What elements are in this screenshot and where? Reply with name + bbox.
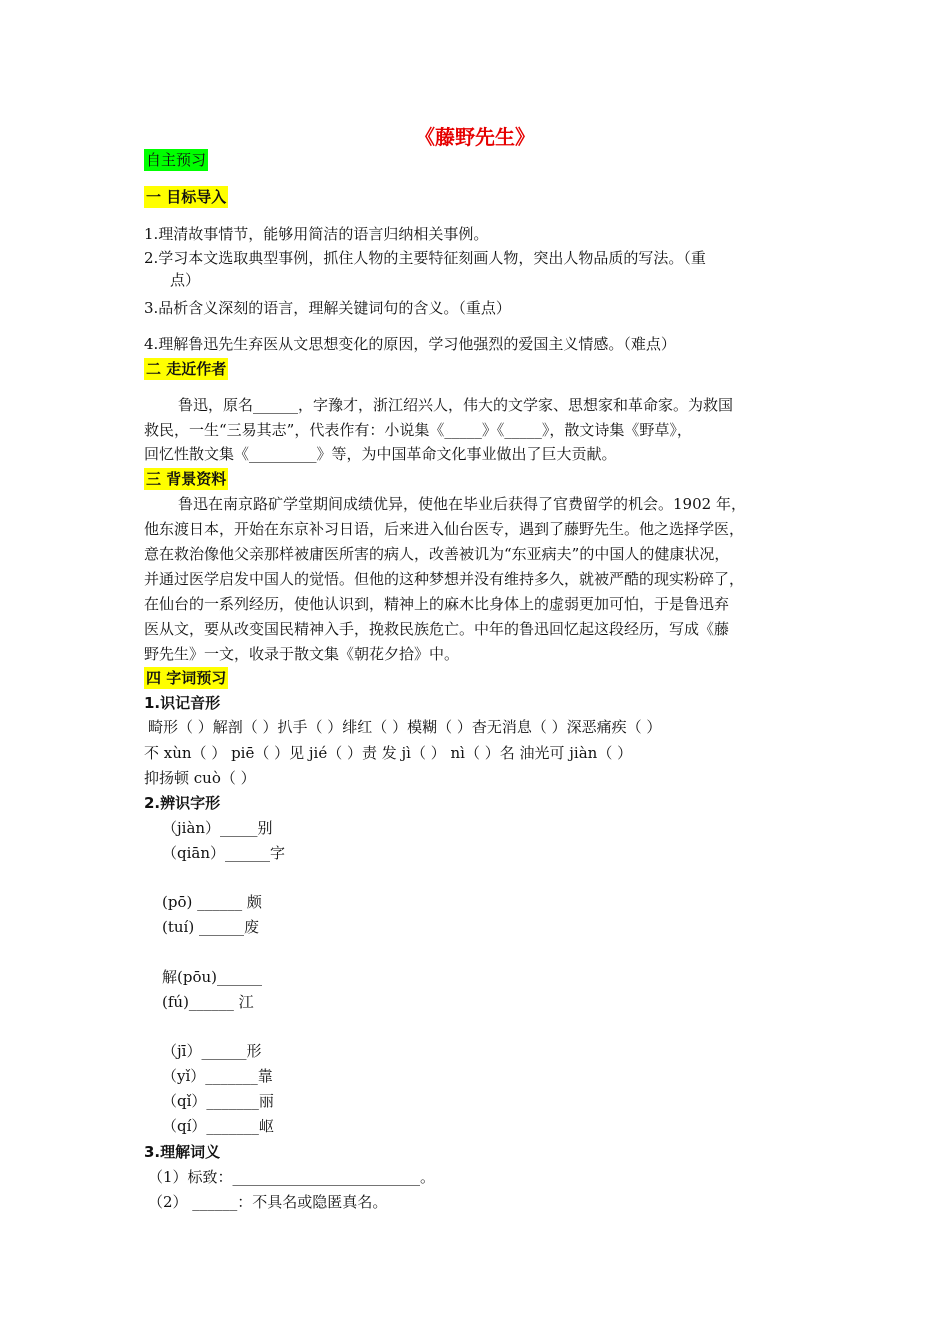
subheading-shape: 2.辨识字形 bbox=[144, 794, 221, 812]
background-line-2: 他东渡日本，开始在东京补习日语，后来进入仙台医专，遇到了藤野先生。他之选择学医， bbox=[144, 520, 745, 538]
background-line-3: 意在救治像他父亲那样被庸医所害的病人，改善被讥为“东亚病夫”的中国人的健康状况， bbox=[144, 545, 730, 563]
pron-line-3: 抑扬顿 cuò（ ） bbox=[144, 769, 256, 787]
subheading-meaning: 3.理解词义 bbox=[144, 1143, 221, 1161]
shape-8: （yǐ）_______靠 bbox=[162, 1067, 273, 1085]
self-study-tag: 自主预习 bbox=[146, 151, 207, 169]
goal-3: 3.品析含义深刻的语言，理解关键词句的含义。（重点） bbox=[144, 299, 511, 317]
shape-4: (tuí) ______废 bbox=[162, 918, 259, 936]
author-line-2: 救民，一生“三易其志”，代表作有：小说集《_____》《_____》，散文诗集《野草》， bbox=[144, 421, 692, 439]
background-line-4: 并通过医学启发中国人的觉悟。但他的这种梦想并没有维持多久，就被严酷的现实粉碎了， bbox=[144, 570, 745, 588]
meaning-1: （1）标致：_________________________。 bbox=[148, 1168, 436, 1186]
goal-2: 2.学习本文选取典型事例，抓住人物的主要特征刻画人物，突出人物品质的写法。（重 bbox=[144, 249, 706, 267]
meaning-2: （2） ______：不具名或隐匿真名。 bbox=[148, 1193, 388, 1211]
page-title: 《藤野先生》 bbox=[415, 125, 535, 149]
shape-1: （jiàn）_____别 bbox=[162, 819, 273, 837]
shape-9: （qǐ）_______丽 bbox=[162, 1092, 274, 1110]
shape-6: (fú)______ 江 bbox=[162, 993, 254, 1011]
background-line-7: 野先生》一文，收录于散文集《朝花夕拾》中。 bbox=[144, 645, 460, 663]
shape-2: （qiān）______字 bbox=[162, 844, 286, 862]
goal-1: 1.理清故事情节，能够用简洁的语言归纳相关事例。 bbox=[144, 225, 489, 243]
pron-line-1: 畸形（ ）解剖（ ）扒手（ ）绯红（ ）模糊（ ）杳无消息（ ）深恶痛疾（ ） bbox=[148, 718, 662, 736]
section-tag bbox=[144, 153, 208, 168]
author-line-3: 回忆性散文集《_________》等，为中国革命文化事业做出了巨大贡献。 bbox=[144, 445, 617, 463]
subheading-pronunciation: 1.识记音形 bbox=[144, 694, 221, 712]
shape-3: (pō) ______ 颇 bbox=[162, 893, 262, 911]
section-heading-author: 二 走近作者 bbox=[146, 360, 227, 378]
pron-line-2: 不 xùn（ ） piē（ ）见 jié（ ）责 发 jì（ ） nì（ ）名 油光可 jiàn（ ） bbox=[144, 744, 633, 762]
author-line-1: 鲁迅，原名______，字豫才，浙江绍兴人，伟大的文学家、思想家和革命家。为救国 bbox=[178, 396, 734, 414]
goal-4: 4.理解鲁迅先生弃医从文思想变化的原因，学习他强烈的爱国主义情感。（难点） bbox=[144, 335, 676, 353]
section-heading-background: 三 背景资料 bbox=[146, 470, 227, 488]
shape-10: （qí）_______岖 bbox=[162, 1117, 274, 1135]
shape-5: 解(pōu)______ bbox=[162, 968, 262, 986]
section-heading-vocab: 四 字词预习 bbox=[146, 669, 227, 687]
section-heading-goals: 一 目标导入 bbox=[146, 188, 227, 206]
background-line-1: 鲁迅在南京路矿学堂期间成绩优异，使他在毕业后获得了官费留学的机会。1902 年， bbox=[178, 495, 746, 513]
goal-2-cont: 点） bbox=[170, 271, 201, 289]
background-line-5: 在仙台的一系列经历，使他认识到，精神上的麻木比身体上的虚弱更加可怕，于是鲁迅弃 bbox=[144, 595, 730, 613]
shape-7: （jī）______形 bbox=[162, 1042, 262, 1060]
background-line-6: 医从文，要从改变国民精神入手，挽救民族危亡。中年的鲁迅回忆起这段经历，写成《藤 bbox=[144, 620, 730, 638]
